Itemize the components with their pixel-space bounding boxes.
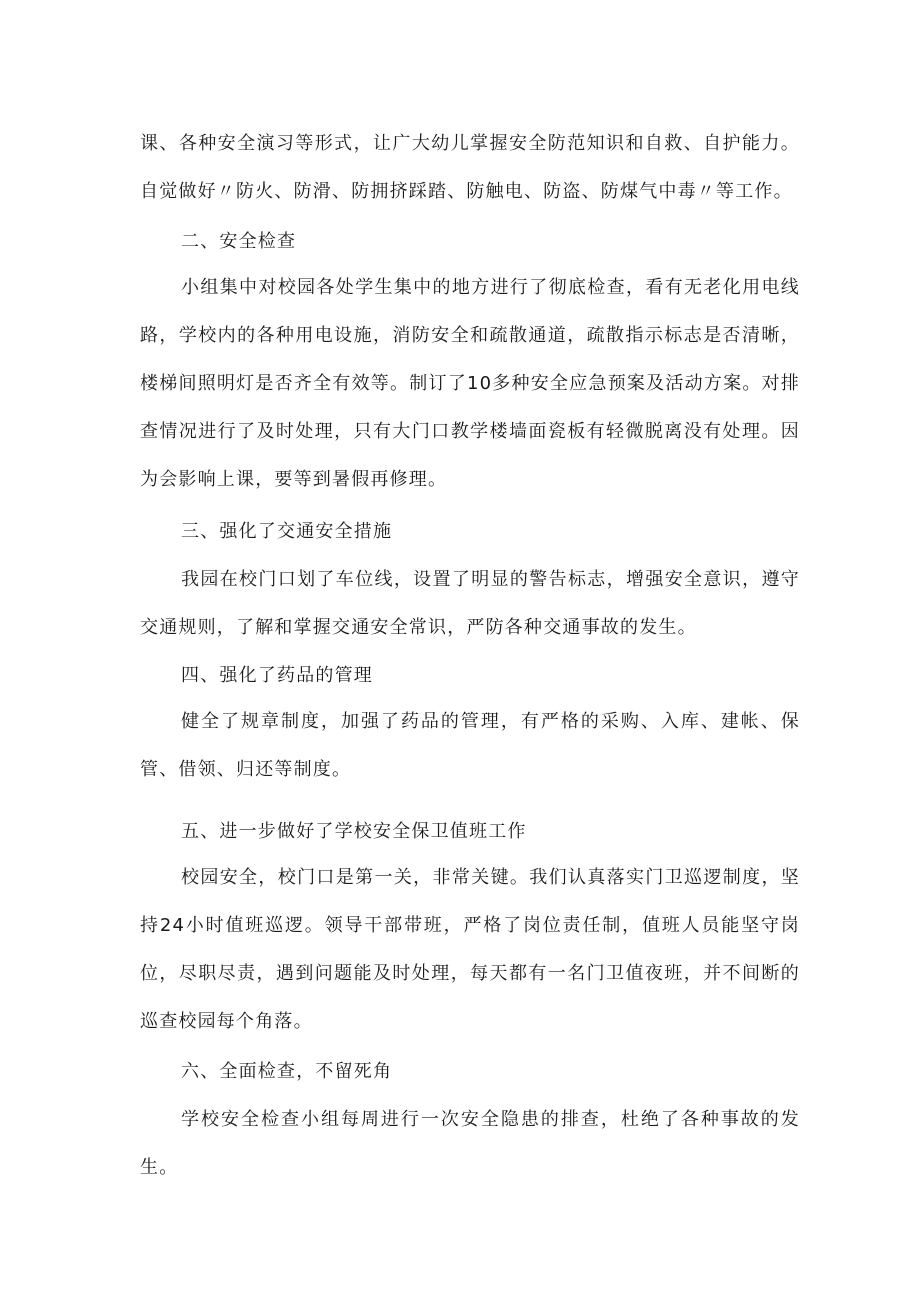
intro-paragraph: 课、各种安全演习等形式，让广大幼儿掌握安全防范知识和自救、自护能力。自觉做好〃防火、防滑、防拥挤踩踏、防触电、防盗、防煤气中毒〃等工作。 (140, 133, 800, 202)
section-heading-traffic-safety: 三、强化了交通安全措施 (181, 521, 393, 542)
paragraph-safety-inspection: 小组集中对校园各处学生集中的地方进行了彻底检查，看有无老化用电线路，学校内的各种用电设施，消防安全和疏散通道，疏散指示标志是否清晰，楼梯间照明灯是否齐全有效等。制订了10多种安全应急预案及活动方案。对排查情况进行了及时处理，只有大门口教学楼墙面瓷板有轻微脱离没有处理。因为会影响上课，要等到暑假再修理。 (140, 277, 800, 490)
section-heading-safety-inspection: 二、安全检查 (181, 231, 297, 252)
paragraph-traffic-safety: 我园在校门口划了车位线，设置了明显的警告标志，增强安全意识，遵守交通规则，了解和掌握交通安全常识，严防各种交通事故的发生。 (140, 569, 800, 638)
paragraph-security-duty: 校园安全，校门口是第一关，非常关键。我们认真落实门卫巡逻制度，坚持24小时值班巡逻。领导干部带班，严格了岗位责任制，值班人员能坚守岗位，尽职尽责，遇到问题能及时处理，每天都有一名门卫值夜班，并不间断的巡查校园每个角落。 (140, 867, 800, 1032)
paragraph-full-inspection: 学校安全检查小组每周进行一次安全隐患的排查，杜绝了各种事故的发生。 (140, 1109, 800, 1178)
section-heading-full-inspection: 六、全面检查，不留死角 (181, 1061, 393, 1082)
paragraph-medicine-management: 健全了规章制度，加强了药品的管理，有严格的采购、入库、建帐、保管、借领、归还等制度。 (140, 711, 800, 780)
section-heading-security-duty: 五、进一步做好了学校安全保卫值班工作 (181, 821, 527, 842)
section-heading-medicine-management: 四、强化了药品的管理 (181, 665, 373, 686)
